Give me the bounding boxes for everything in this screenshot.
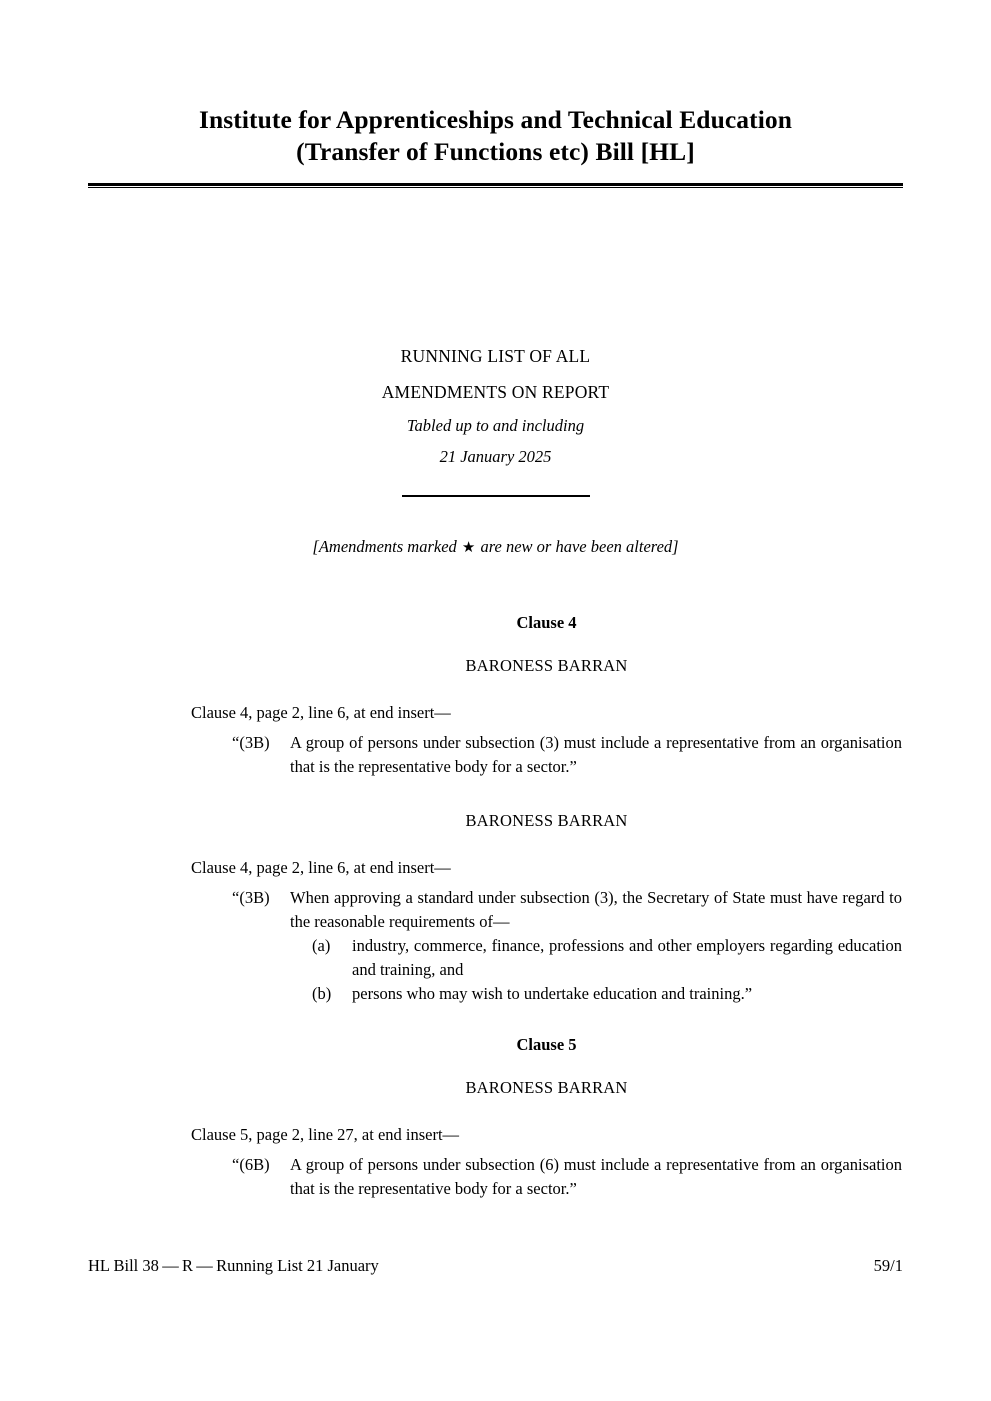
title-divider xyxy=(88,183,903,188)
star-legend-note xyxy=(88,536,903,558)
amendment-subparagraph xyxy=(191,982,902,1006)
amendment-marker: “(6B) xyxy=(232,1155,270,1174)
spacer xyxy=(191,879,902,886)
star-legend-before: [Amendments marked xyxy=(312,537,461,556)
subparagraph-text: industry, commerce, finance, professions and other employers regarding education and training, and xyxy=(352,936,902,979)
running-list-heading xyxy=(88,338,903,497)
amendment-text-block xyxy=(191,886,902,934)
tabled-label: Tabled up to and including xyxy=(406,416,585,435)
spacer xyxy=(191,677,902,702)
title-block xyxy=(88,104,903,168)
amendment-sponsor: BARONESS BARRAN xyxy=(465,656,628,675)
clause-heading: Clause 4 xyxy=(516,613,577,632)
title-divider-thin-rule xyxy=(88,187,903,188)
amendment-instruction: Clause 4, page 2, line 6, at end insert— xyxy=(191,858,451,877)
subparagraph-marker: (b) xyxy=(312,984,332,1003)
star-icon: ★ xyxy=(461,540,476,556)
title-divider-thick-rule xyxy=(88,183,903,186)
amendment-instruction: Clause 4, page 2, line 6, at end insert— xyxy=(191,703,451,722)
footer-bill-reference: HL Bill 38 — R — Running List 21 January xyxy=(88,1256,379,1275)
spacer xyxy=(191,1006,902,1034)
page-footer xyxy=(88,1255,903,1277)
subparagraph-marker: (a) xyxy=(312,936,331,955)
spacer xyxy=(191,634,902,655)
heading-divider xyxy=(402,495,590,497)
amendment-instruction: Clause 5, page 2, line 27, at end insert— xyxy=(191,1125,460,1144)
spacer xyxy=(191,724,902,731)
page-title xyxy=(88,104,903,168)
tabled-date: 21 January 2025 xyxy=(439,447,552,466)
star-legend-after: are new or have been altered] xyxy=(476,537,679,556)
spacer xyxy=(191,779,902,810)
amendment-text-block xyxy=(191,1153,902,1201)
amendment-text: When approving a standard under subsection (3), the Secretary of State must have regard to the reasonable requirements of— xyxy=(290,888,902,931)
amendments-body xyxy=(191,612,902,1201)
footer-page-number: 59/1 xyxy=(873,1256,903,1275)
spacer xyxy=(191,1146,902,1153)
running-list-heading-line-1: RUNNING LIST OF ALL xyxy=(400,346,591,366)
clause-section xyxy=(191,612,902,1006)
amendment-sponsor: BARONESS BARRAN xyxy=(465,1078,628,1097)
page-title-line-1: Institute for Apprenticeships and Technical Education xyxy=(198,105,793,134)
clause-section xyxy=(191,1006,902,1201)
amendment-text-block xyxy=(191,731,902,779)
amendment-sponsor: BARONESS BARRAN xyxy=(465,811,628,830)
amendment-marker: “(3B) xyxy=(232,733,270,752)
amendment-text: A group of persons under subsection (6) must include a representative from an organisation that is the representative body for a sector.” xyxy=(290,1155,902,1198)
spacer xyxy=(191,832,902,857)
subparagraph-text: persons who may wish to undertake education and training.” xyxy=(352,984,753,1003)
amendment-marker: “(3B) xyxy=(232,888,270,907)
amendment-subparagraph xyxy=(191,934,902,982)
running-list-heading-line-2: AMENDMENTS ON REPORT xyxy=(381,382,610,402)
spacer xyxy=(191,1056,902,1077)
spacer xyxy=(191,1099,902,1124)
amendment-text: A group of persons under subsection (3) must include a representative from an organisation that is the representative body for a sector.” xyxy=(290,733,902,776)
clause-heading: Clause 5 xyxy=(516,1035,577,1054)
page-title-line-2: (Transfer of Functions etc) Bill [HL] xyxy=(296,137,695,166)
